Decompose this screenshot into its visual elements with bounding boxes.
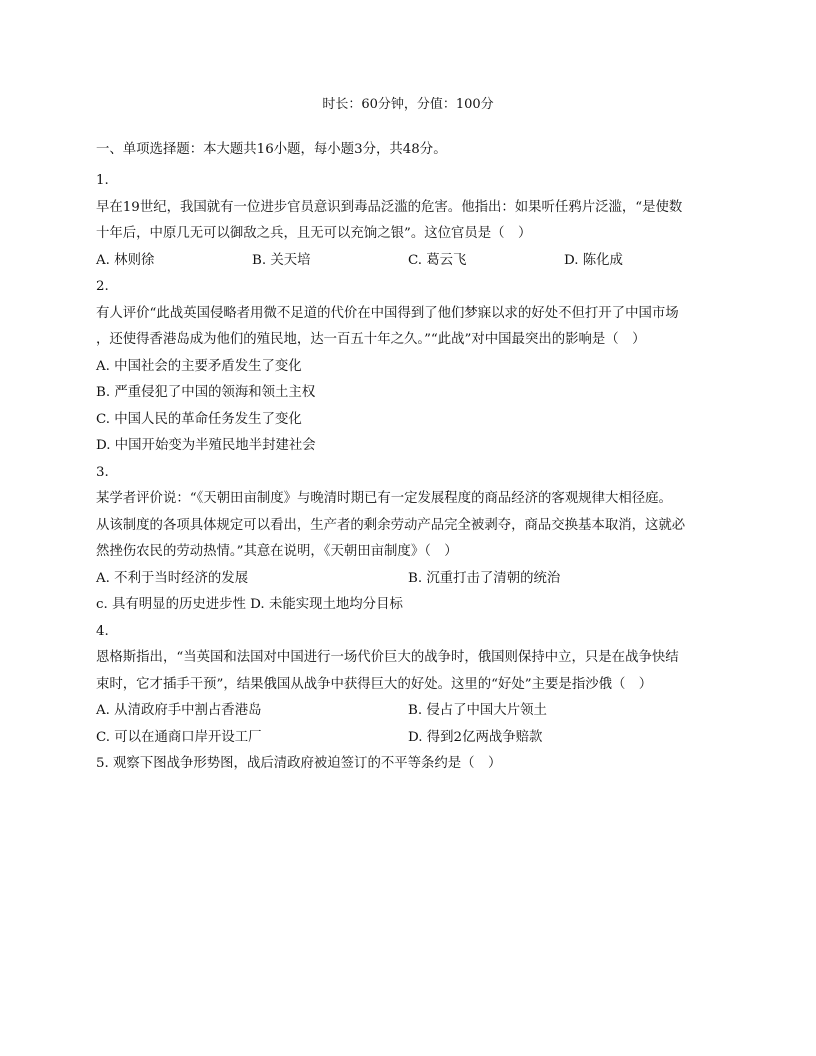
- question-1: [96, 168, 720, 274]
- option-b: B. 沉重打击了清朝的统治: [408, 570, 561, 586]
- option-b: B. 关天培: [252, 252, 311, 268]
- option-c: C. 可以在通商口岸开设工厂: [96, 729, 262, 745]
- exam-meta: 时长：60分钟，分值：100分: [322, 97, 494, 112]
- exam-content: [96, 139, 720, 778]
- option-a: A. 从清政府手中割占香港岛: [96, 703, 262, 718]
- question-2: [96, 274, 720, 460]
- options-row: [96, 725, 720, 752]
- question-number: 4.: [96, 623, 109, 639]
- option-d: D. 陈化成: [564, 252, 623, 268]
- options-row: [96, 566, 720, 593]
- option-b: B. 侵占了中国大片领土: [408, 703, 547, 718]
- section-title: 一、单项选择题：本大题共16小题，每小题3分，共48分。: [96, 142, 447, 157]
- option-a: A. 不利于当时经济的发展: [96, 570, 249, 586]
- option-d: D. 得到2亿两战争赔款: [408, 729, 543, 745]
- option-a: A. 林则徐: [96, 252, 155, 268]
- question-number: 3.: [96, 464, 109, 480]
- option-b: B. 严重侵犯了中国的领海和领土主权: [96, 385, 316, 400]
- option-c: C. 中国人民的革命任务发生了变化: [96, 411, 302, 427]
- option-d: D. 中国开始变为半殖民地半封建社会: [96, 438, 316, 453]
- question-stem-line: 十年后，中原几无可以御敌之兵，且无可以充饷之银”。这位官员是（ ）: [96, 226, 532, 241]
- question-stem-line: 某学者评价说：“《天朝田亩制度》与晚清时期已有一定发展程度的商品经济的客观规律大相径庭。: [96, 491, 672, 506]
- question-stem-line: 束时，它才插手干预”，结果俄国从战争中获得巨大的好处。这里的“好处”主要是指沙俄（ ）: [96, 676, 653, 692]
- options-row: [96, 248, 720, 275]
- option-c-d: c. 具有明显的历史进步性 D. 未能实现土地均分目标: [96, 597, 403, 612]
- question-stem-line: 5. 观察下图战争形势图，战后清政府被迫签订的不平等条约是（ ）: [96, 756, 502, 771]
- options-row: [96, 698, 720, 725]
- question-number: 1.: [96, 173, 109, 188]
- question-stem-line: 有人评价“此战英国侵略者用微不足道的代价在中国得到了他们梦寐以求的好处不但打开了中国市场: [96, 305, 679, 321]
- question-stem-line: 恩格斯指出，“当英国和法国对中国进行一场代价巨大的战争时，俄国则保持中立，只是在战争快结: [96, 650, 679, 665]
- question-stem-line: ，还使得香港岛成为他们的殖民地，达一百五十年之久。”“此战”对中国最突出的影响是（ ）: [96, 332, 646, 347]
- option-c: C. 葛云飞: [408, 252, 467, 268]
- question-stem-line: 早在19世纪，我国就有一位进步官员意识到毒品泛滥的危害。他指出：如果听任鸦片泛滥，“是使数: [96, 199, 683, 215]
- option-a: A. 中国社会的主要矛盾发生了变化: [96, 358, 302, 374]
- question-3: [96, 460, 720, 619]
- question-stem-line: 从该制度的各项具体规定可以看出，生产者的剩余劳动产品完全被剥夺，商品交换基本取消，这就必: [96, 517, 686, 533]
- question-4: [96, 619, 720, 752]
- question-number: 2.: [96, 279, 109, 294]
- question-stem-line: 然挫伤农民的劳动热情。”其意在说明，《天朝田亩制度》（ ）: [96, 544, 458, 559]
- question-5: [96, 751, 720, 778]
